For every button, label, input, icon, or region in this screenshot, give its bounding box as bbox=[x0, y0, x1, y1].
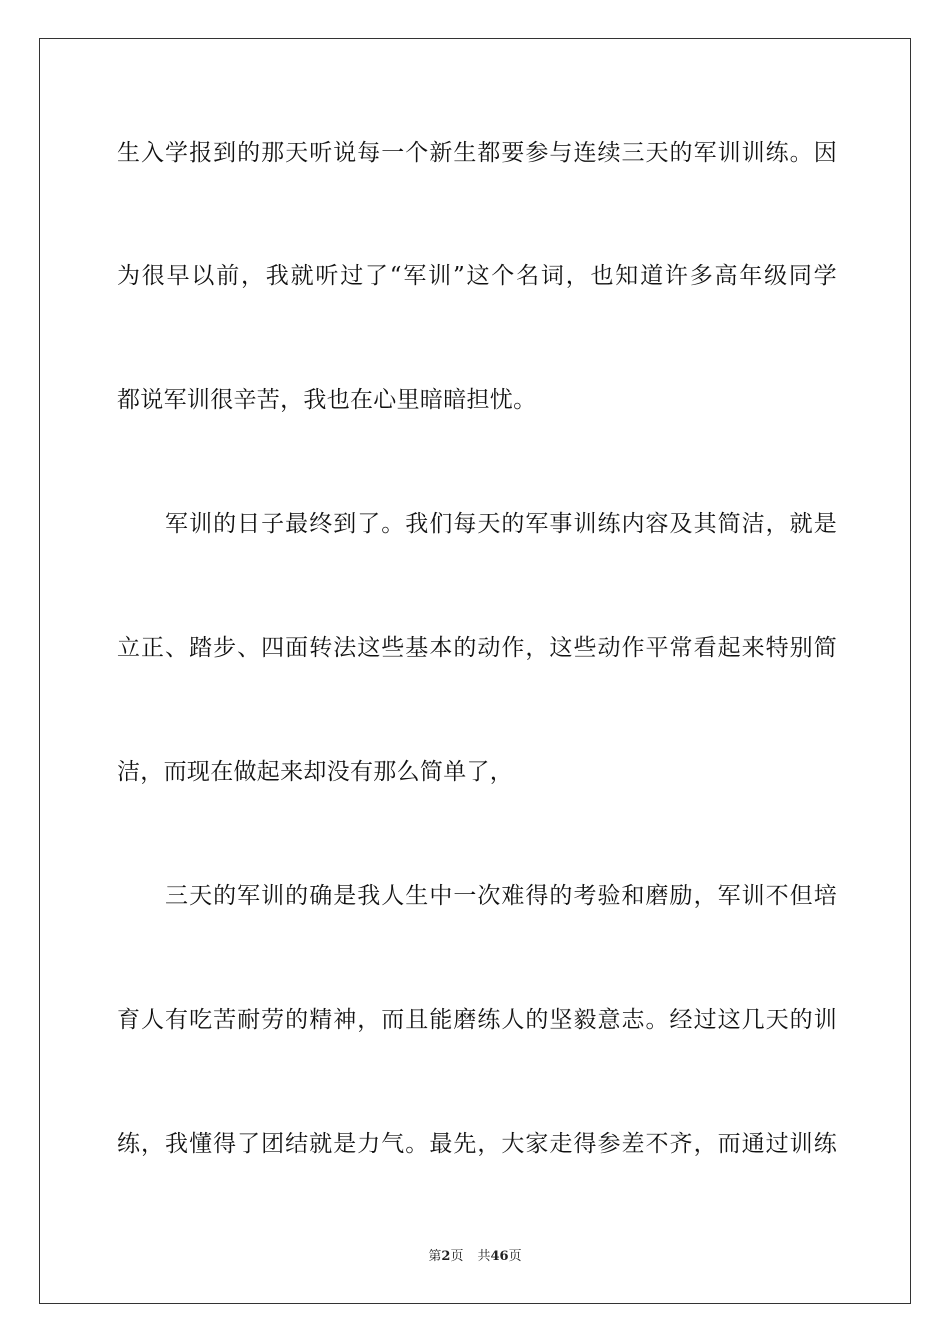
text-line-8: 育人有吃苦耐劳的精神，而且能磨练人的坚毅意志。经过这几天的训 bbox=[117, 1007, 837, 1033]
text-line-6: 洁，而现在做起来却没有那么简单了， bbox=[117, 759, 514, 785]
page-border bbox=[39, 38, 911, 1304]
text-line-2: 为很早以前，我就听过了“军训”这个名词，也知道许多高年级同学 bbox=[117, 263, 837, 289]
page-number: 2 bbox=[441, 1249, 451, 1264]
text-line-3: 都说军训很辛苦，我也在心里暗暗担忧。 bbox=[117, 387, 537, 413]
page-suffix: 页 bbox=[450, 1249, 464, 1264]
text-line-4: 军训的日子最终到了。我们每天的军事训练内容及其简洁，就是 bbox=[117, 511, 837, 537]
text-line-7: 三天的军训的确是我人生中一次难得的考验和磨励，军训不但培 bbox=[117, 883, 837, 909]
total-pages: 46 bbox=[490, 1249, 509, 1264]
page-prefix: 第 bbox=[428, 1249, 442, 1264]
text-line-9: 练，我懂得了团结就是力气。最先，大家走得参差不齐，而通过训练 bbox=[117, 1131, 837, 1157]
page-footer bbox=[0, 1248, 950, 1266]
total-suffix: 页 bbox=[508, 1249, 522, 1264]
text-line-5: 立正、踏步、四面转法这些基本的动作，这些动作平常看起来特别简 bbox=[117, 635, 837, 661]
text-line-1: 生入学报到的那天听说每一个新生都要参与连续三天的军训训练。因 bbox=[117, 140, 837, 166]
total-prefix: 共 bbox=[477, 1249, 491, 1264]
